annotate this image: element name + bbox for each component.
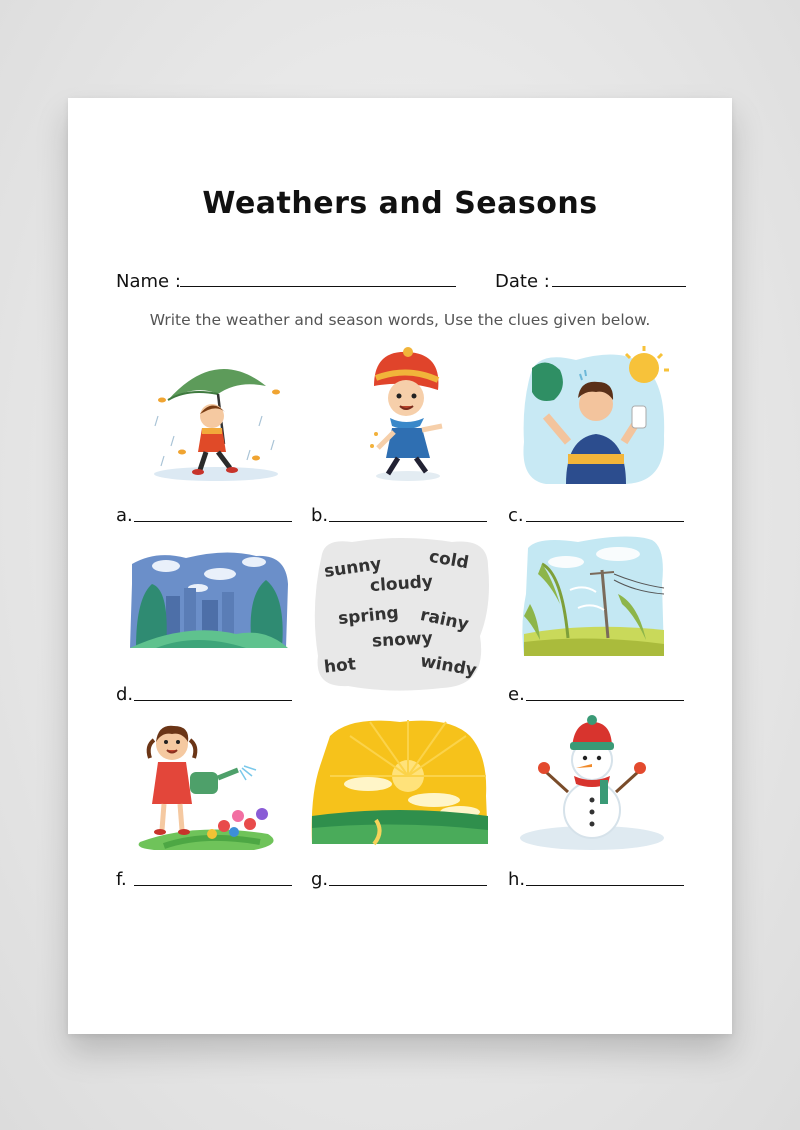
answer-letter-e: e. [508,684,525,705]
answer-letter-d: d. [116,684,134,705]
answer-letter-h: h. [508,869,526,890]
answer-letter-f: f. [116,869,127,890]
clue-word-hot: hot [323,654,357,678]
page-title: Weathers and Seasons [202,186,598,221]
name-label: Name : [116,271,181,292]
answer-letter-b: b. [311,505,329,526]
date-answer-line[interactable] [552,286,686,287]
clue-word-rainy: rainy [418,605,471,635]
answer-letter-a: a. [116,505,133,526]
answer-letter-g: g. [311,869,329,890]
cloudy-illustration [126,544,292,652]
rainy-illustration [138,346,298,484]
clue-word-spring: spring [337,602,400,630]
snowman-illustration [516,712,666,852]
sunny-illustration [310,716,490,846]
answer-line-c[interactable] [526,521,684,522]
worksheet-page [68,98,732,1034]
answer-line-h[interactable] [526,885,684,886]
name-answer-line[interactable] [180,286,456,287]
answer-line-e[interactable] [526,700,684,701]
answer-letter-c: c. [508,505,524,526]
answer-line-a[interactable] [134,521,292,522]
cold-kid-illustration [334,346,494,484]
answer-line-f[interactable] [134,885,292,886]
clue-word-sunny: sunny [322,554,383,582]
spring-illustration [134,718,284,852]
clue-word-box [312,536,492,692]
answer-line-b[interactable] [329,521,487,522]
clue-word-cold: cold [427,546,471,574]
instructions-text: Write the weather and season words, Use the clues given below. [149,311,651,329]
answer-line-d[interactable] [134,700,292,701]
clue-word-windy: windy [418,651,479,681]
hot-man-illustration [516,346,676,484]
clue-word-snowy: snowy [371,628,434,652]
windy-illustration [518,534,666,660]
clue-word-cloudy: cloudy [369,571,434,597]
date-label: Date : [495,271,550,292]
answer-line-g[interactable] [329,885,487,886]
